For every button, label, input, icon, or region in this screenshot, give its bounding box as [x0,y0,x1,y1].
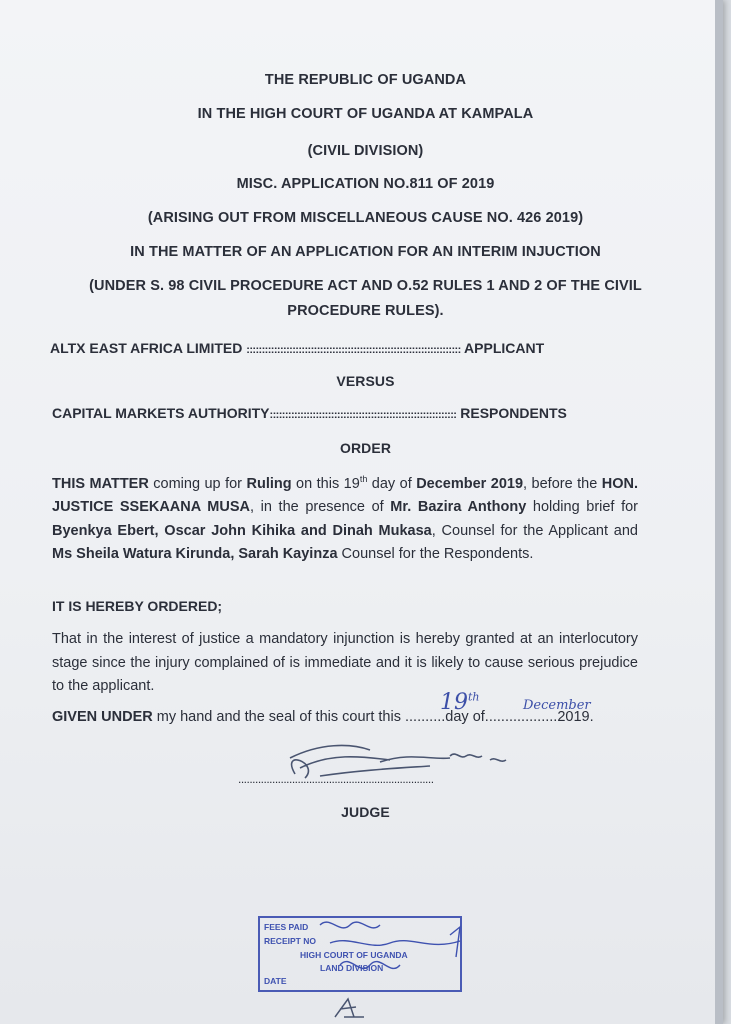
given-month-dots: .................. [484,709,558,725]
order-title: ORDER [339,440,392,456]
respondent-counsel: Ms Sheila Watura Kirunda, Sarah Kayinza [52,546,338,563]
applicant-role: APPLICANT [464,340,545,356]
handwritten-day-number: 19 [440,690,468,715]
header-under-b: PROCEDURE RULES). [287,303,444,319]
hereby-ordered: IT IS HEREBY ORDERED; [52,598,223,614]
respondent-role: RESPONDENTS [460,405,567,421]
ruling-date: December 2019 [416,475,524,492]
handwritten-day-suffix: th [468,690,480,704]
applicant-dots: :::::::::::::::::::::::::::::::::::::::::::::::::::::::::::::::::::::: [246,344,461,356]
p1-text-b: coming up for [148,475,247,492]
p1-text-o: Counsel for the Respondents. [337,546,534,563]
applicant-line [50,340,544,356]
stamp-fees-paid: FEES PAID [264,922,309,932]
p1-text-i: , in the presence of [250,499,391,516]
handwritten-day [440,690,480,715]
this-matter-text: THIS MATTER [52,475,149,492]
header-division: (CIVIL DIVISION) [307,143,424,159]
ruling-paragraph [52,468,638,567]
p1-text-k: holding brief for [526,499,639,516]
given-under-label: GIVEN UNDER [52,709,153,725]
p1-text-m: , Counsel for the Applicant and [431,522,638,539]
stamp-handwriting [300,905,480,995]
p1-text-d: on this 19 [291,475,360,492]
respondent-name: CAPITAL MARKETS AUTHORITY [52,405,270,421]
header-under-a: (UNDER S. 98 CIVIL PROCEDURE ACT AND O.52 RULES 1 AND 2 OF THE CIVIL [89,278,642,294]
given-year: 2019. [557,709,594,725]
applicant-counsel: Byenkya Ebert, Oscar John Kihika and Dinah Mukasa [52,522,432,539]
stamp-date: DATE [264,976,287,986]
p1-text-g: , before the [523,475,602,492]
versus-label: VERSUS [336,373,395,389]
order-paragraph: That in the interest of justice a mandatory injunction is hereby granted at an interlocutory stage since the injury complained of is immediate and it is likely to cause serious prejudice to the applicant. [52,631,638,694]
header-court: IN THE HIGH COURT OF UGANDA AT KAMPALA [197,106,534,122]
respondent-line [52,405,567,421]
signature-dots: ..................................................................... [238,772,434,786]
handwritten-month: December [523,698,591,713]
initials-mark [330,995,370,1023]
judge-label: JUDGE [341,804,390,820]
applicant-name: ALTX EAST AFRICA LIMITED [50,340,243,356]
header-arising: (ARISING OUT FROM MISCELLANEOUS CAUSE NO. 426 2019) [147,210,584,226]
stamp-receipt-no: RECEIPT NO [264,936,316,946]
given-day-of: day of [445,709,485,725]
p1-sup: th [359,474,368,484]
header-matter: IN THE MATTER OF AN APPLICATION FOR AN INTERIM INJUCTION [130,244,601,260]
judge-name: HON. JUSTICE SSEKAANA MUSA [52,475,638,516]
given-text: my hand and the seal of this court this [152,709,405,725]
header-application-no: MISC. APPLICATION NO.811 OF 2019 [236,176,495,192]
p1-text-e: day of [367,475,417,492]
ruling-text: Ruling [246,475,292,492]
stamp-court: HIGH COURT OF UGANDA [300,950,408,960]
given-day-dots: .......... [405,709,446,725]
stamp-division: LAND DIVISION [320,963,384,973]
header-republic: THE REPUBLIC OF UGANDA [264,72,467,88]
counsel-present: Mr. Bazira Anthony [390,499,527,516]
respondent-dots: ::::::::::::::::::::::::::::::::::::::::::::::::::::::::::::: [269,409,457,421]
